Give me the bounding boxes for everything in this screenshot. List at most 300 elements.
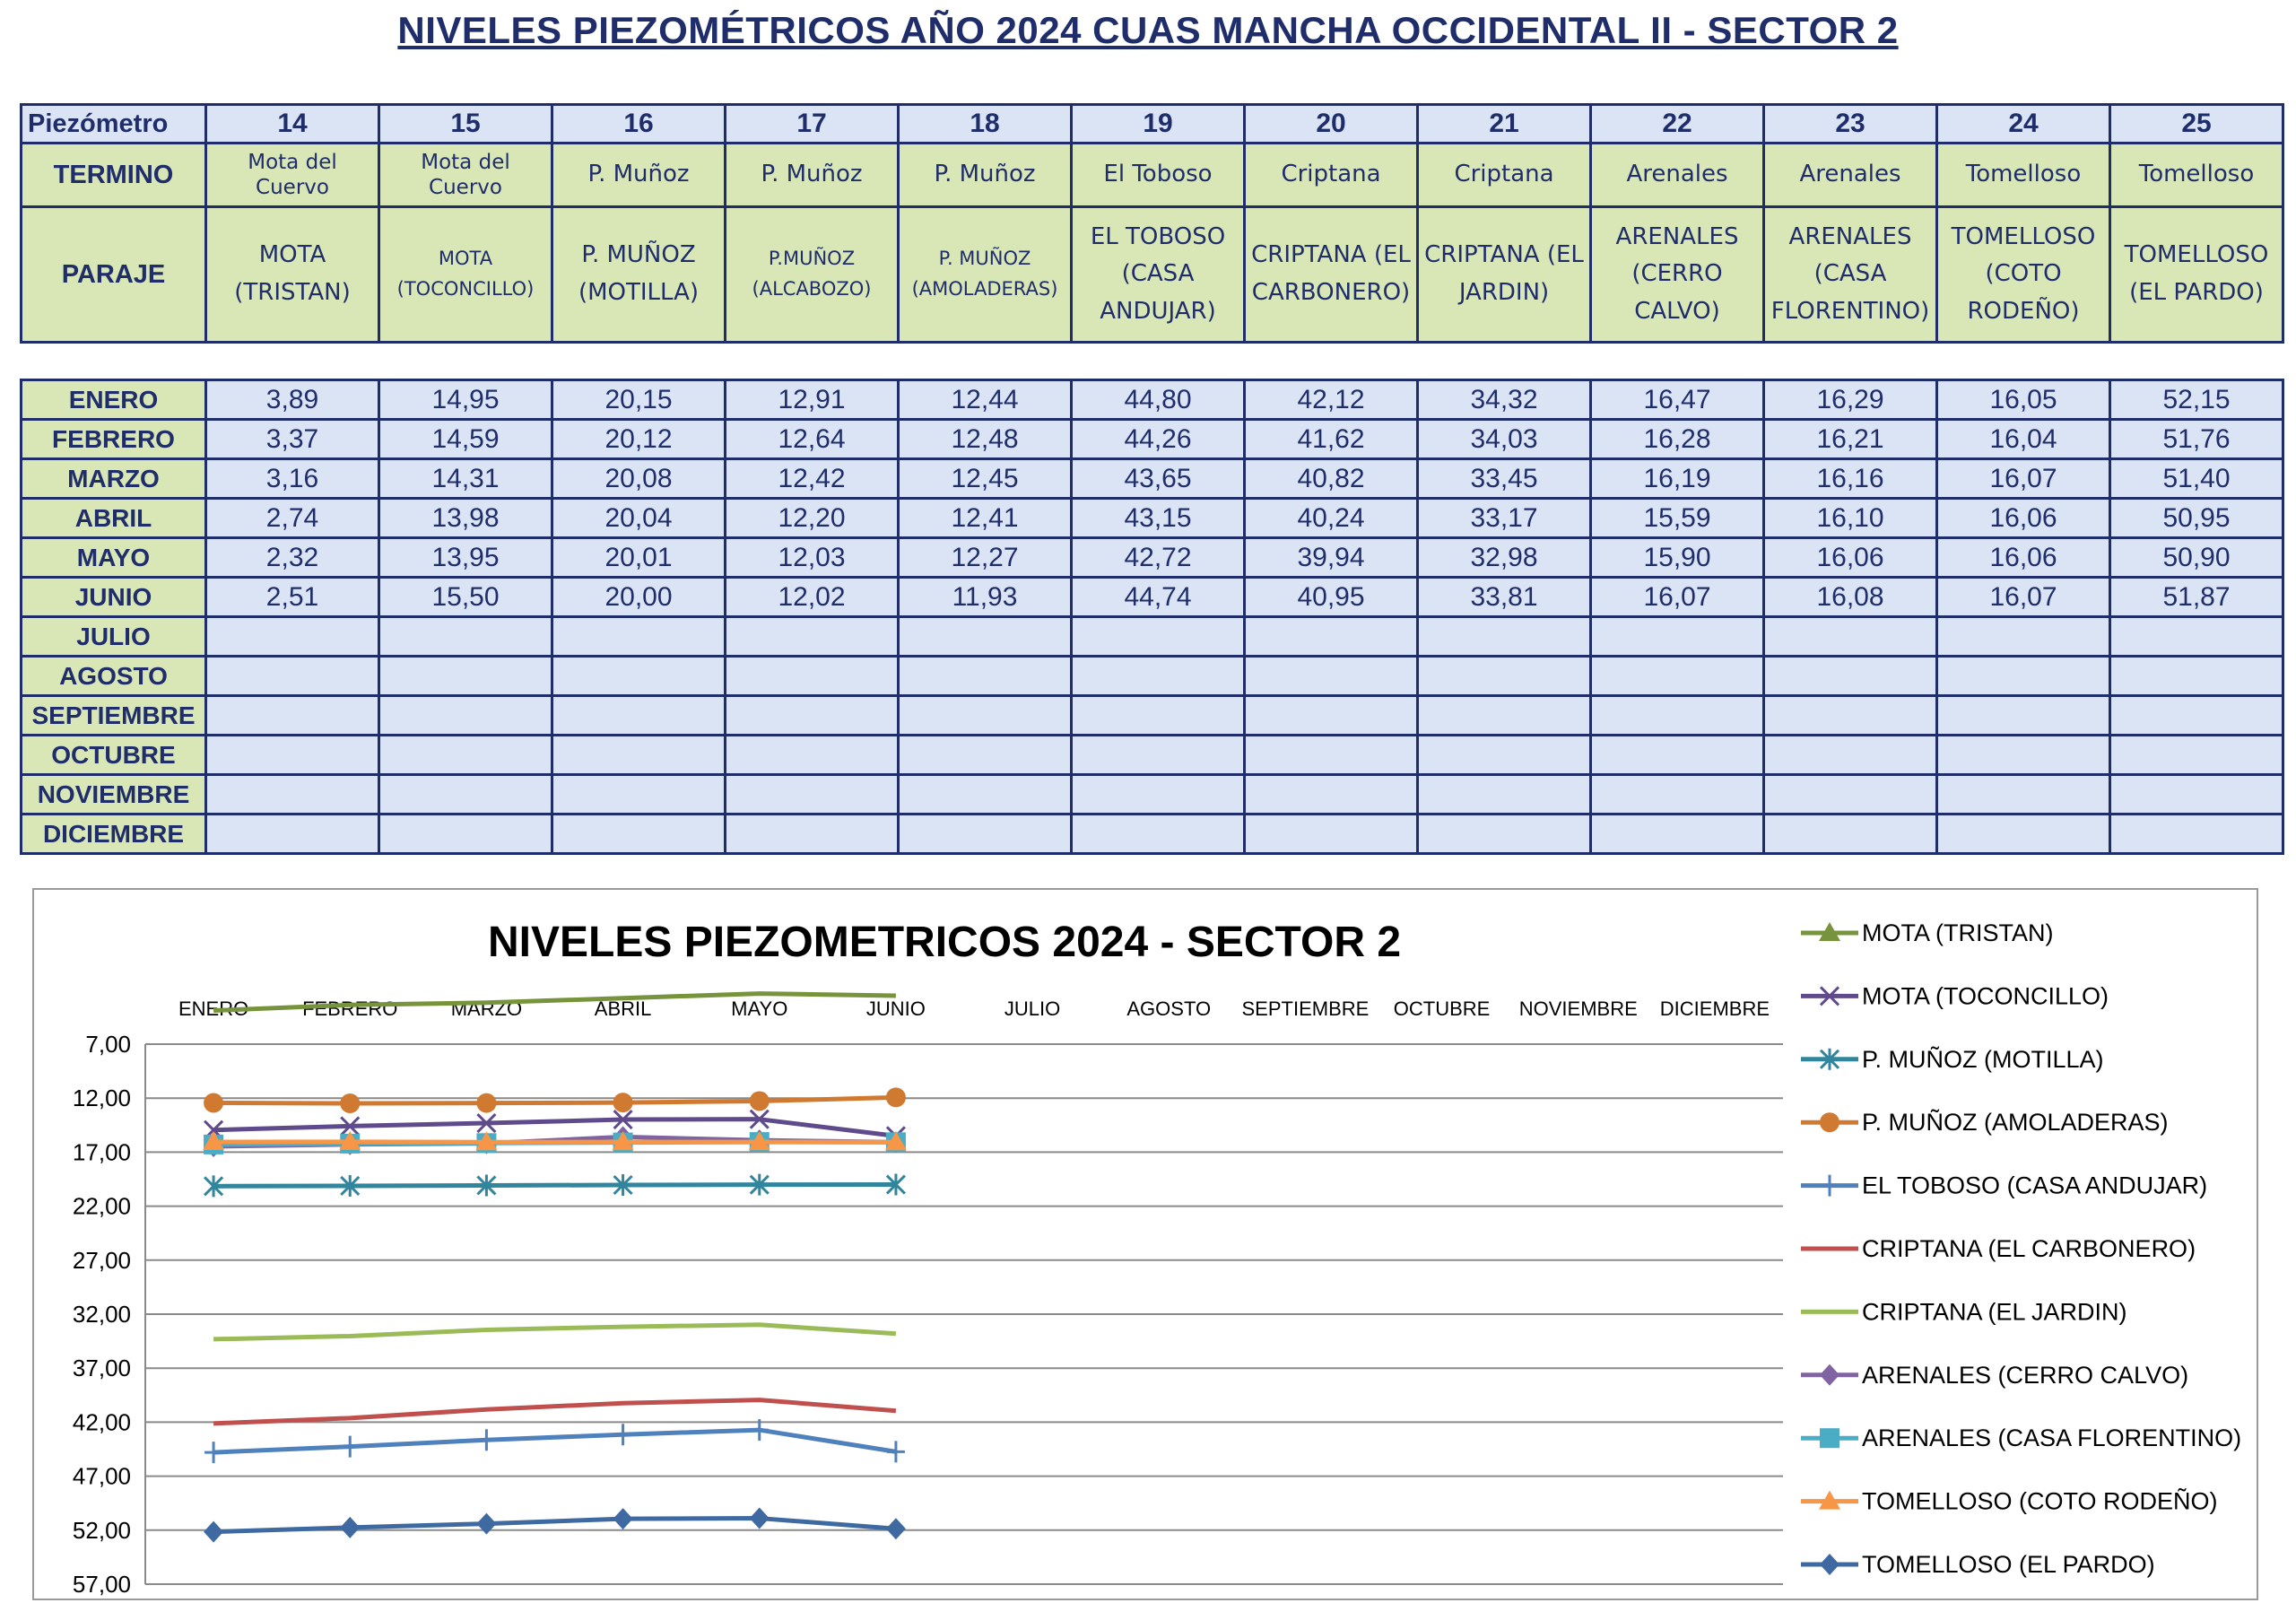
reading-cell — [1764, 657, 1937, 696]
reading-cell: 44,80 — [1072, 380, 1245, 420]
legend-marker — [1821, 1175, 1839, 1197]
legend-label: CRIPTANA (EL CARBONERO) — [1862, 1235, 2196, 1262]
cell-line: Criptana — [1454, 161, 1553, 187]
month-row — [22, 380, 2283, 420]
reading-cell: 33,45 — [1418, 459, 1591, 499]
month-label: JULIO — [22, 617, 206, 657]
reading-cell — [1418, 617, 1591, 657]
reading-cell — [552, 775, 726, 815]
data-point — [886, 1518, 906, 1539]
reading-cell — [206, 696, 379, 736]
reading-cell: 14,59 — [379, 420, 552, 459]
x-tick-label: JUNIO — [866, 998, 926, 1020]
reading-cell — [1245, 657, 1418, 696]
x-tick-label: FEBRERO — [302, 998, 397, 1020]
reading-cell: 15,90 — [1591, 538, 1764, 578]
reading-cell — [206, 657, 379, 696]
reading-cell — [206, 617, 379, 657]
reading-cell — [1591, 657, 1764, 696]
legend-label: ARENALES (CERRO CALVO) — [1862, 1362, 2188, 1389]
reading-cell — [1245, 696, 1418, 736]
reading-cell — [899, 696, 1072, 736]
reading-cell: 16,16 — [1764, 459, 1937, 499]
legend-item — [1801, 1362, 2188, 1389]
reading-cell — [1245, 775, 1418, 815]
cell-line: (COTO — [1985, 260, 2061, 287]
paraje-cell — [2110, 207, 2283, 343]
paraje-cell — [726, 207, 899, 343]
legend-item — [1801, 1235, 2196, 1262]
data-point — [341, 1436, 359, 1458]
chart-area — [32, 888, 2258, 1600]
cell-line: P. MUÑOZ — [939, 248, 1031, 269]
paraje-cell — [1591, 207, 1764, 343]
cell-line: CARBONERO) — [1252, 279, 1410, 306]
paraje-cell — [1937, 207, 2110, 343]
month-label: AGOSTO — [22, 657, 206, 696]
piezometer-info-table — [20, 103, 2284, 344]
reading-cell — [1591, 617, 1764, 657]
termino-cell — [899, 144, 1072, 207]
month-label: SEPTIEMBRE — [22, 696, 206, 736]
reading-cell — [1072, 657, 1245, 696]
reading-cell — [379, 815, 552, 854]
piezometer-number: 23 — [1764, 105, 1937, 144]
termino-cell — [206, 144, 379, 207]
reading-cell — [1937, 657, 2110, 696]
reading-cell: 42,12 — [1245, 380, 1418, 420]
reading-cell: 15,59 — [1591, 499, 1764, 538]
reading-cell — [899, 617, 1072, 657]
reading-cell: 44,74 — [1072, 578, 1245, 617]
reading-cell — [1937, 617, 2110, 657]
reading-cell — [2110, 775, 2283, 815]
reading-cell: 40,95 — [1245, 578, 1418, 617]
reading-cell — [2110, 696, 2283, 736]
reading-cell: 40,24 — [1245, 499, 1418, 538]
chart-title: NIVELES PIEZOMETRICOS 2024 - SECTOR 2 — [488, 919, 1401, 966]
data-point — [340, 1093, 360, 1113]
cell-line: Tomelloso — [1966, 161, 2082, 187]
legend-item — [1801, 1045, 2104, 1073]
cell-line: EL TOBOSO — [1091, 223, 1225, 250]
reading-cell — [1937, 815, 2110, 854]
paraje-cell — [1072, 207, 1245, 343]
data-point — [476, 1093, 496, 1113]
cell-line: TOMELLOSO — [1952, 223, 2096, 250]
data-point — [477, 1429, 495, 1451]
reading-cell — [1072, 696, 1245, 736]
reading-cell: 43,65 — [1072, 459, 1245, 499]
reading-cell: 3,89 — [206, 380, 379, 420]
piezometer-number: 22 — [1591, 105, 1764, 144]
month-row — [22, 696, 2283, 736]
y-tick-label: 47,00 — [73, 1463, 131, 1490]
reading-cell — [1418, 736, 1591, 775]
row-header-paraje: PARAJE — [22, 207, 206, 343]
reading-cell: 12,02 — [726, 578, 899, 617]
x-tick-label: AGOSTO — [1126, 998, 1211, 1020]
termino-cell — [2110, 144, 2283, 207]
reading-cell — [1245, 617, 1418, 657]
termino-cell — [379, 144, 552, 207]
reading-cell — [1245, 736, 1418, 775]
reading-cell: 16,06 — [1937, 538, 2110, 578]
cell-line: P. Muñoz — [587, 161, 689, 187]
reading-cell — [1937, 775, 2110, 815]
month-row — [22, 499, 2283, 538]
reading-cell: 44,26 — [1072, 420, 1245, 459]
cell-line: (EL PARDO) — [2129, 279, 2264, 306]
cell-line: Mota del — [421, 151, 509, 174]
month-row — [22, 538, 2283, 578]
series-4 — [204, 1419, 905, 1463]
reading-cell: 42,72 — [1072, 538, 1245, 578]
piezometer-number: 14 — [206, 105, 379, 144]
reading-cell: 50,95 — [2110, 499, 2283, 538]
reading-cell — [2110, 657, 2283, 696]
y-tick-label: 22,00 — [73, 1193, 131, 1220]
y-tick-label: 37,00 — [73, 1355, 131, 1381]
series-9 — [203, 1131, 907, 1150]
cell-line: CRIPTANA (EL — [1424, 241, 1584, 268]
piezometer-number: 25 — [2110, 105, 2283, 144]
reading-cell — [206, 775, 379, 815]
reading-cell — [206, 815, 379, 854]
y-tick-label: 42,00 — [73, 1408, 131, 1435]
reading-cell: 13,98 — [379, 499, 552, 538]
month-label: NOVIEMBRE — [22, 775, 206, 815]
series-10 — [204, 1508, 906, 1543]
reading-cell: 2,74 — [206, 499, 379, 538]
reading-cell — [379, 775, 552, 815]
reading-cell — [1072, 736, 1245, 775]
legend-label: TOMELLOSO (COTO RODEÑO) — [1862, 1487, 2218, 1515]
monthly-readings-table — [20, 379, 2284, 855]
data-point — [204, 1442, 222, 1463]
cell-line: P.MUÑOZ — [769, 248, 855, 269]
reading-cell: 12,44 — [899, 380, 1072, 420]
month-row — [22, 815, 2283, 854]
legend-marker — [1820, 1554, 1839, 1575]
reading-cell: 12,42 — [726, 459, 899, 499]
data-point — [750, 1091, 770, 1111]
cell-line: RODEÑO) — [1967, 298, 2079, 325]
reading-cell — [1591, 696, 1764, 736]
reading-cell — [1937, 736, 2110, 775]
reading-cell: 20,00 — [552, 578, 726, 617]
reading-cell — [1764, 775, 1937, 815]
reading-cell: 16,47 — [1591, 380, 1764, 420]
x-tick-label: NOVIEMBRE — [1519, 998, 1638, 1020]
reading-cell: 51,87 — [2110, 578, 2283, 617]
cell-line: Cuervo — [429, 176, 502, 199]
series-line — [213, 1430, 896, 1452]
reading-cell: 41,62 — [1245, 420, 1418, 459]
piezometer-number: 16 — [552, 105, 726, 144]
y-tick-label: 7,00 — [85, 1031, 131, 1058]
reading-cell — [726, 815, 899, 854]
reading-cell — [1072, 617, 1245, 657]
reading-cell: 20,08 — [552, 459, 726, 499]
reading-cell — [1591, 775, 1764, 815]
month-row — [22, 578, 2283, 617]
data-point — [887, 1441, 905, 1462]
reading-cell: 14,95 — [379, 380, 552, 420]
legend-item — [1801, 1298, 2127, 1325]
reading-cell: 39,94 — [1245, 538, 1418, 578]
reading-cell — [1764, 696, 1937, 736]
reading-cell: 20,15 — [552, 380, 726, 420]
x-tick-label: JULIO — [1004, 998, 1060, 1020]
reading-cell: 13,95 — [379, 538, 552, 578]
y-tick-label: 12,00 — [73, 1085, 131, 1111]
x-tick-label: SEPTIEMBRE — [1242, 998, 1370, 1020]
reading-cell — [726, 775, 899, 815]
termino-cell — [1072, 144, 1245, 207]
legend-marker — [1820, 1428, 1839, 1448]
y-tick-label: 52,00 — [73, 1517, 131, 1544]
legend-item — [1801, 1108, 2169, 1136]
paraje-cell — [1764, 207, 1937, 343]
reading-cell — [1937, 696, 2110, 736]
cell-line: (MOTILLA) — [578, 279, 699, 306]
series-2 — [204, 1174, 905, 1198]
cell-line: (AMOLADERAS) — [912, 278, 1058, 300]
reading-cell — [899, 657, 1072, 696]
cell-line: (CASA — [1814, 260, 1887, 287]
month-row — [22, 736, 2283, 775]
termino-cell — [1764, 144, 1937, 207]
reading-cell: 34,03 — [1418, 420, 1591, 459]
month-label: DICIEMBRE — [22, 815, 206, 854]
month-label: OCTUBRE — [22, 736, 206, 775]
reading-cell — [2110, 815, 2283, 854]
legend-label: P. MUÑOZ (AMOLADERAS) — [1862, 1108, 2169, 1136]
cell-line: CRIPTANA (EL — [1251, 241, 1411, 268]
series-6 — [213, 1325, 896, 1339]
reading-cell — [552, 696, 726, 736]
reading-cell — [1072, 775, 1245, 815]
reading-cell: 3,16 — [206, 459, 379, 499]
cell-line: P. MUÑOZ — [581, 241, 695, 268]
reading-cell: 12,64 — [726, 420, 899, 459]
y-tick-label: 17,00 — [73, 1138, 131, 1165]
reading-cell: 51,76 — [2110, 420, 2283, 459]
paraje-cell — [1245, 207, 1418, 343]
reading-cell: 16,04 — [1937, 420, 2110, 459]
cell-line: Arenales — [1799, 161, 1900, 187]
cell-line: (CERRO — [1631, 260, 1722, 287]
reading-cell: 33,81 — [1418, 578, 1591, 617]
data-point — [204, 1093, 223, 1112]
reading-cell — [206, 736, 379, 775]
legend-marker — [1820, 1112, 1839, 1132]
reading-cell: 14,31 — [379, 459, 552, 499]
reading-cell: 32,98 — [1418, 538, 1591, 578]
series-line — [213, 1325, 896, 1339]
reading-cell: 16,06 — [1764, 538, 1937, 578]
reading-cell: 12,03 — [726, 538, 899, 578]
reading-cell: 2,32 — [206, 538, 379, 578]
reading-cell: 12,27 — [899, 538, 1072, 578]
reading-cell: 16,07 — [1937, 459, 2110, 499]
termino-cell — [1591, 144, 1764, 207]
reading-cell — [552, 617, 726, 657]
y-tick-label: 27,00 — [73, 1247, 131, 1274]
reading-cell: 40,82 — [1245, 459, 1418, 499]
paraje-cell — [206, 207, 379, 343]
y-tick-label: 57,00 — [73, 1571, 131, 1598]
data-point — [613, 1093, 633, 1112]
x-tick-label: MAYO — [731, 998, 787, 1020]
cell-line: El Toboso — [1103, 161, 1212, 187]
cell-line: MOTA — [439, 248, 492, 269]
cell-line: (TOCONCILLO) — [397, 278, 535, 300]
piezometer-number: 24 — [1937, 105, 2110, 144]
cell-line: P. Muñoz — [761, 161, 862, 187]
legend-label: ARENALES (CASA FLORENTINO) — [1862, 1424, 2241, 1451]
cell-line: Cuervo — [256, 176, 329, 199]
cell-line: Criptana — [1281, 161, 1380, 187]
reading-cell: 12,41 — [899, 499, 1072, 538]
series-5 — [213, 1400, 896, 1424]
legend-item — [1801, 1424, 2241, 1451]
line-chart — [34, 890, 2257, 1599]
reading-cell: 20,04 — [552, 499, 726, 538]
month-row — [22, 617, 2283, 657]
series-line — [213, 1400, 896, 1424]
reading-cell — [379, 657, 552, 696]
reading-cell: 12,20 — [726, 499, 899, 538]
reading-cell — [726, 736, 899, 775]
piezometer-number: 17 — [726, 105, 899, 144]
reading-cell: 50,90 — [2110, 538, 2283, 578]
legend-label: MOTA (TOCONCILLO) — [1862, 982, 2109, 1009]
reading-cell: 11,93 — [899, 578, 1072, 617]
paraje-cell — [379, 207, 552, 343]
termino-cell — [1418, 144, 1591, 207]
paraje-cell — [1418, 207, 1591, 343]
cell-line: TOMELLOSO — [2125, 241, 2269, 268]
reading-cell — [1764, 815, 1937, 854]
data-point — [340, 1517, 360, 1538]
x-tick-label: ABRIL — [595, 998, 652, 1020]
reading-cell: 34,32 — [1418, 380, 1591, 420]
cell-line: ARENALES — [1616, 223, 1739, 250]
reading-cell: 16,10 — [1764, 499, 1937, 538]
legend-item — [1801, 1487, 2218, 1515]
reading-cell — [726, 657, 899, 696]
reading-cell: 20,12 — [552, 420, 726, 459]
cell-line: CALVO) — [1634, 298, 1720, 325]
data-point — [614, 1424, 632, 1445]
data-point — [476, 1513, 496, 1535]
month-row — [22, 420, 2283, 459]
reading-cell — [899, 775, 1072, 815]
reading-cell — [1245, 815, 1418, 854]
legend-label: EL TOBOSO (CASA ANDUJAR) — [1862, 1172, 2207, 1199]
series-line — [213, 1119, 896, 1137]
cell-line: ARENALES — [1789, 223, 1912, 250]
reading-cell — [726, 617, 899, 657]
reading-cell — [2110, 617, 2283, 657]
reading-cell — [1591, 815, 1764, 854]
legend-label: CRIPTANA (EL JARDIN) — [1862, 1298, 2127, 1325]
cell-line: P. Muñoz — [934, 161, 1035, 187]
reading-cell: 16,21 — [1764, 420, 1937, 459]
legend-item — [1801, 919, 2053, 946]
legend-marker — [1820, 1364, 1839, 1386]
x-tick-label: DICIEMBRE — [1660, 998, 1770, 1020]
x-tick-label: OCTUBRE — [1394, 998, 1491, 1020]
legend-label: MOTA (TRISTAN) — [1862, 919, 2053, 946]
reading-cell — [379, 617, 552, 657]
legend-item — [1801, 1172, 2207, 1199]
piezometer-number: 15 — [379, 105, 552, 144]
termino-cell — [552, 144, 726, 207]
cell-line: (ALCABOZO) — [752, 278, 872, 300]
reading-cell: 15,50 — [379, 578, 552, 617]
reading-cell — [1764, 617, 1937, 657]
y-tick-label: 32,00 — [73, 1301, 131, 1328]
reading-cell: 16,28 — [1591, 420, 1764, 459]
reading-cell — [552, 657, 726, 696]
piezometer-number: 19 — [1072, 105, 1245, 144]
reading-cell: 16,06 — [1937, 499, 2110, 538]
reading-cell — [1591, 736, 1764, 775]
reading-cell: 43,15 — [1072, 499, 1245, 538]
cell-line: FLORENTINO) — [1771, 298, 1930, 325]
reading-cell: 16,07 — [1591, 578, 1764, 617]
data-point — [204, 1521, 223, 1543]
reading-cell: 3,37 — [206, 420, 379, 459]
reading-cell — [899, 815, 1072, 854]
reading-cell: 16,19 — [1591, 459, 1764, 499]
month-label: FEBRERO — [22, 420, 206, 459]
reading-cell: 16,29 — [1764, 380, 1937, 420]
data-point — [886, 1087, 906, 1107]
cell-line: Arenales — [1626, 161, 1727, 187]
reading-cell — [379, 736, 552, 775]
reading-cell — [379, 696, 552, 736]
row-header-piezometro: Piezómetro — [22, 105, 206, 144]
reading-cell — [552, 736, 726, 775]
piezometer-number: 18 — [899, 105, 1072, 144]
reading-cell — [1418, 775, 1591, 815]
reading-cell: 12,91 — [726, 380, 899, 420]
reading-cell — [899, 736, 1072, 775]
cell-line: JARDIN) — [1459, 279, 1549, 306]
series-line — [213, 1185, 896, 1187]
reading-cell: 51,40 — [2110, 459, 2283, 499]
x-tick-label: MARZO — [451, 998, 522, 1020]
cell-line: (TRISTAN) — [234, 279, 351, 306]
reading-cell: 2,51 — [206, 578, 379, 617]
month-row — [22, 775, 2283, 815]
termino-cell — [1937, 144, 2110, 207]
month-label: MAYO — [22, 538, 206, 578]
month-label: ENERO — [22, 380, 206, 420]
legend-label: TOMELLOSO (EL PARDO) — [1862, 1551, 2155, 1578]
reading-cell: 16,07 — [1937, 578, 2110, 617]
reading-cell: 52,15 — [2110, 380, 2283, 420]
reading-cell — [1418, 815, 1591, 854]
cell-line: Tomelloso — [2139, 161, 2255, 187]
reading-cell — [726, 696, 899, 736]
data-point — [750, 1508, 770, 1529]
row-header-termino: TERMINO — [22, 144, 206, 207]
